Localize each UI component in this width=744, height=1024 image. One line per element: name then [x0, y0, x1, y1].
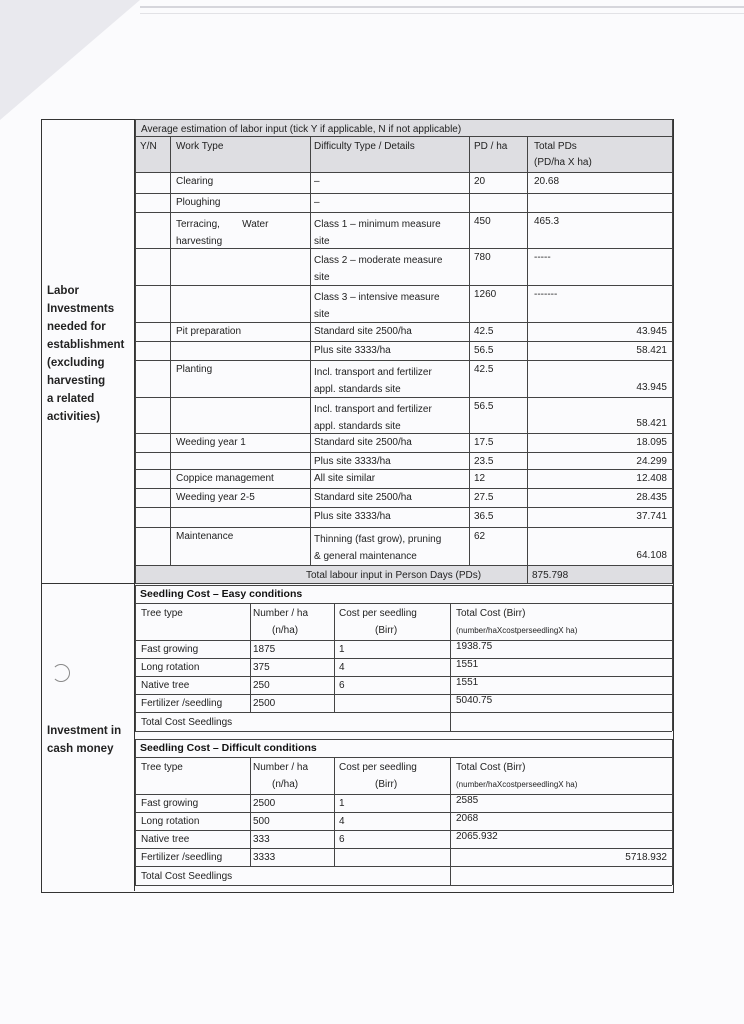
- number-ha-cell: 1875: [253, 644, 276, 655]
- total-cost-cell: 2068: [456, 813, 479, 824]
- table-row-border: [135, 694, 672, 695]
- total-cost-cell: 1938.75: [456, 641, 493, 652]
- table-col-border: [334, 757, 335, 866]
- detail-cell: –: [314, 197, 320, 208]
- table-row-border: [135, 136, 672, 137]
- table-row-border: [135, 565, 672, 566]
- header-work-type: Work Type: [176, 141, 224, 152]
- seedling-table-title: Seedling Cost – Easy conditions: [140, 588, 303, 600]
- detail-cell: Incl. transport and fertilizer appl. standards site: [314, 367, 432, 395]
- total-pds-cell: 64.108: [636, 550, 667, 561]
- total-pds-cell: 12.408: [636, 473, 667, 484]
- detail-cell: Standard site 2500/ha: [314, 437, 412, 448]
- seedlings-total-label: Total Cost Seedlings: [141, 717, 233, 728]
- header-tree-type: Tree type: [141, 762, 183, 773]
- tree-type-cell: Long rotation: [141, 816, 200, 827]
- total-cost-cell: 1551: [456, 659, 479, 670]
- table-col-border: [672, 585, 673, 731]
- tree-type-cell: Fertilizer /seedling: [141, 698, 223, 709]
- table-col-border: [170, 136, 171, 565]
- total-pds-cell: 20.68: [534, 176, 560, 187]
- header-difficulty: Difficulty Type / Details: [314, 141, 415, 152]
- page-edge-line: [140, 6, 744, 8]
- work-type-cell: Weeding year 2-5: [176, 492, 255, 503]
- table-row-border: [135, 507, 672, 508]
- tree-type-cell: Fertilizer /seedling: [141, 852, 223, 863]
- detail-cell: Standard site 2500/ha: [314, 492, 412, 503]
- table-row-border: [135, 583, 672, 584]
- detail-cell: Plus site 3333/ha: [314, 456, 391, 467]
- work-type-cell: Planting: [176, 364, 213, 375]
- work-type-cell: Clearing: [176, 176, 214, 187]
- tree-type-cell: Fast growing: [141, 644, 199, 655]
- table-row-border: [135, 603, 672, 604]
- table-row-border: [135, 640, 672, 641]
- total-cost-cell: 5718.932: [625, 852, 667, 863]
- number-ha-cell: 2500: [253, 798, 276, 809]
- total-pds-cell: 58.421: [636, 345, 667, 356]
- table-col-border: [135, 739, 136, 885]
- labor-section-label: Labor Investments needed for establishment (excluding harvesting a related activities): [47, 285, 125, 423]
- table-row-border: [135, 193, 672, 194]
- table-col-border: [450, 603, 451, 712]
- total-pds-cell: 43.945: [636, 326, 667, 337]
- header-total-cost-sub: (number/haXcostperseedlingX ha): [456, 626, 578, 635]
- table-col-border: [672, 739, 673, 885]
- header-total-pds-sub: (PD/ha X ha): [534, 157, 592, 168]
- table-col-border: [672, 119, 673, 583]
- detail-cell: Class 3 – intensive measure site: [314, 292, 440, 320]
- detail-cell: All site similar: [314, 473, 376, 484]
- table-row-border: [135, 676, 672, 677]
- table-col-border: [310, 136, 311, 565]
- labor-total-value: 875.798: [532, 570, 569, 581]
- number-ha-cell: 375: [253, 662, 270, 673]
- total-pds-cell: 37.741: [636, 511, 667, 522]
- table-col-border: [250, 603, 251, 712]
- header-cost-sub: (Birr): [375, 779, 398, 790]
- total-pds-cell: -------: [534, 289, 558, 300]
- table-row-border: [135, 469, 672, 470]
- total-pds-cell: -----: [534, 252, 551, 263]
- header-number-ha-sub: (n/ha): [272, 779, 299, 790]
- table-row-border: [135, 360, 672, 361]
- header-cost-per-seedling: Cost per seedling: [339, 762, 417, 773]
- detail-cell: Class 1 – minimum measure site: [314, 219, 441, 247]
- total-pds-cell: 28.435: [636, 492, 667, 503]
- work-type-cell: Maintenance: [176, 531, 234, 542]
- table-col-border: [250, 757, 251, 866]
- cost-per-seedling-cell: 4: [339, 816, 345, 827]
- pd-ha-cell: 27.5: [474, 492, 494, 503]
- detail-cell: Standard site 2500/ha: [314, 326, 412, 337]
- pd-ha-cell: 12: [474, 473, 486, 484]
- pd-ha-cell: 1260: [474, 289, 497, 300]
- tree-type-cell: Long rotation: [141, 662, 200, 673]
- table-col-border: [135, 119, 136, 583]
- table-row-border: [135, 812, 672, 813]
- table-col-border: [450, 866, 451, 885]
- table-row-border: [135, 341, 672, 342]
- table-row-border: [135, 731, 672, 732]
- total-pds-cell: 43.945: [636, 382, 667, 393]
- cost-per-seedling-cell: 6: [339, 834, 345, 845]
- header-cost-sub: (Birr): [375, 625, 398, 636]
- header-total-cost: Total Cost (Birr): [456, 608, 526, 619]
- pen-mark: [52, 664, 70, 682]
- total-pds-cell: 465.3: [534, 216, 560, 227]
- total-pds-cell: 24.299: [636, 456, 667, 467]
- header-cost-per-seedling: Cost per seedling: [339, 608, 417, 619]
- table-row-border: [135, 739, 672, 740]
- table-row-border: [135, 585, 672, 586]
- header-total-cost: Total Cost (Birr): [456, 762, 526, 773]
- pd-ha-cell: 450: [474, 216, 491, 227]
- total-pds-cell: 58.421: [636, 418, 667, 429]
- header-number-ha-sub: (n/ha): [272, 625, 299, 636]
- table-row-border: [135, 794, 672, 795]
- page-edge-line: [140, 13, 744, 14]
- table-row-border: [135, 212, 672, 213]
- detail-cell: Class 2 – moderate measure site: [314, 255, 443, 283]
- header-number-ha: Number / ha: [253, 762, 309, 773]
- table-row-border: [135, 119, 672, 120]
- header-number-ha: Number / ha: [253, 608, 309, 619]
- cost-per-seedling-cell: 6: [339, 680, 345, 691]
- table-col-border: [334, 603, 335, 712]
- pd-ha-cell: 56.5: [474, 401, 494, 412]
- table-row-border: [135, 830, 672, 831]
- table-col-border: [527, 565, 528, 583]
- folded-corner: [0, 0, 140, 120]
- detail-cell: Thinning (fast grow), pruning & general maintenance: [314, 534, 442, 562]
- number-ha-cell: 250: [253, 680, 270, 691]
- table-col-border: [135, 585, 136, 731]
- table-row-border: [135, 172, 672, 173]
- labor-table-title: Average estimation of labor input (tick Y if applicable, N if not applicable): [141, 124, 462, 135]
- pd-ha-cell: 17.5: [474, 437, 494, 448]
- total-pds-cell: 18.095: [636, 437, 667, 448]
- pd-ha-cell: 23.5: [474, 456, 494, 467]
- table-row-border: [135, 885, 672, 886]
- pd-ha-cell: 56.5: [474, 345, 494, 356]
- number-ha-cell: 2500: [253, 698, 276, 709]
- seedlings-total-label: Total Cost Seedlings: [141, 871, 233, 882]
- table-row-border: [135, 866, 672, 867]
- work-type-cell: Ploughing: [176, 197, 221, 208]
- table-row-border: [135, 712, 672, 713]
- pd-ha-cell: 780: [474, 252, 491, 263]
- table-row-border: [135, 452, 672, 453]
- number-ha-cell: 3333: [253, 852, 276, 863]
- cash-section-label: Investment in cash money: [47, 725, 122, 755]
- table-col-border: [450, 757, 451, 866]
- header-yn: Y/N: [140, 141, 157, 152]
- pd-ha-cell: 42.5: [474, 326, 494, 337]
- header-tree-type: Tree type: [141, 608, 183, 619]
- pd-ha-cell: 20: [474, 176, 486, 187]
- header-total-pds: Total PDs: [534, 141, 577, 152]
- work-type-cell: Pit preparation: [176, 326, 242, 337]
- labor-total-label: Total labour input in Person Days (PDs): [306, 570, 482, 581]
- table-row-border: [135, 488, 672, 489]
- work-type-cell: Terracing, Water harvesting: [176, 219, 269, 247]
- header-pd-ha: PD / ha: [474, 141, 508, 152]
- cost-per-seedling-cell: 1: [339, 798, 345, 809]
- pd-ha-cell: 62: [474, 531, 486, 542]
- detail-cell: Plus site 3333/ha: [314, 345, 391, 356]
- table-row-border: [135, 527, 672, 528]
- number-ha-cell: 333: [253, 834, 270, 845]
- seedling-table-title: Seedling Cost – Difficult conditions: [140, 742, 317, 754]
- total-cost-cell: 2585: [456, 795, 479, 806]
- header-total-cost-sub: (number/haXcostperseedlingX ha): [456, 780, 578, 789]
- detail-cell: Plus site 3333/ha: [314, 511, 391, 522]
- table-row-border: [135, 757, 672, 758]
- table-col-border: [469, 136, 470, 565]
- cost-per-seedling-cell: 1: [339, 644, 345, 655]
- work-type-cell: Weeding year 1: [176, 437, 246, 448]
- tree-type-cell: Fast growing: [141, 798, 199, 809]
- tree-type-cell: Native tree: [141, 834, 190, 845]
- total-cost-cell: 1551: [456, 677, 479, 688]
- total-cost-cell: 2065.932: [456, 831, 498, 842]
- table-col-border: [450, 712, 451, 731]
- table-row-border: [135, 848, 672, 849]
- detail-cell: Incl. transport and fertilizer appl. standards site: [314, 404, 432, 432]
- tree-type-cell: Native tree: [141, 680, 190, 691]
- pd-ha-cell: 42.5: [474, 364, 494, 375]
- cost-per-seedling-cell: 4: [339, 662, 345, 673]
- number-ha-cell: 500: [253, 816, 270, 827]
- pd-ha-cell: 36.5: [474, 511, 494, 522]
- detail-cell: –: [314, 176, 320, 187]
- total-cost-cell: 5040.75: [456, 695, 493, 706]
- work-type-cell: Coppice management: [176, 473, 274, 484]
- table-row-border: [135, 658, 672, 659]
